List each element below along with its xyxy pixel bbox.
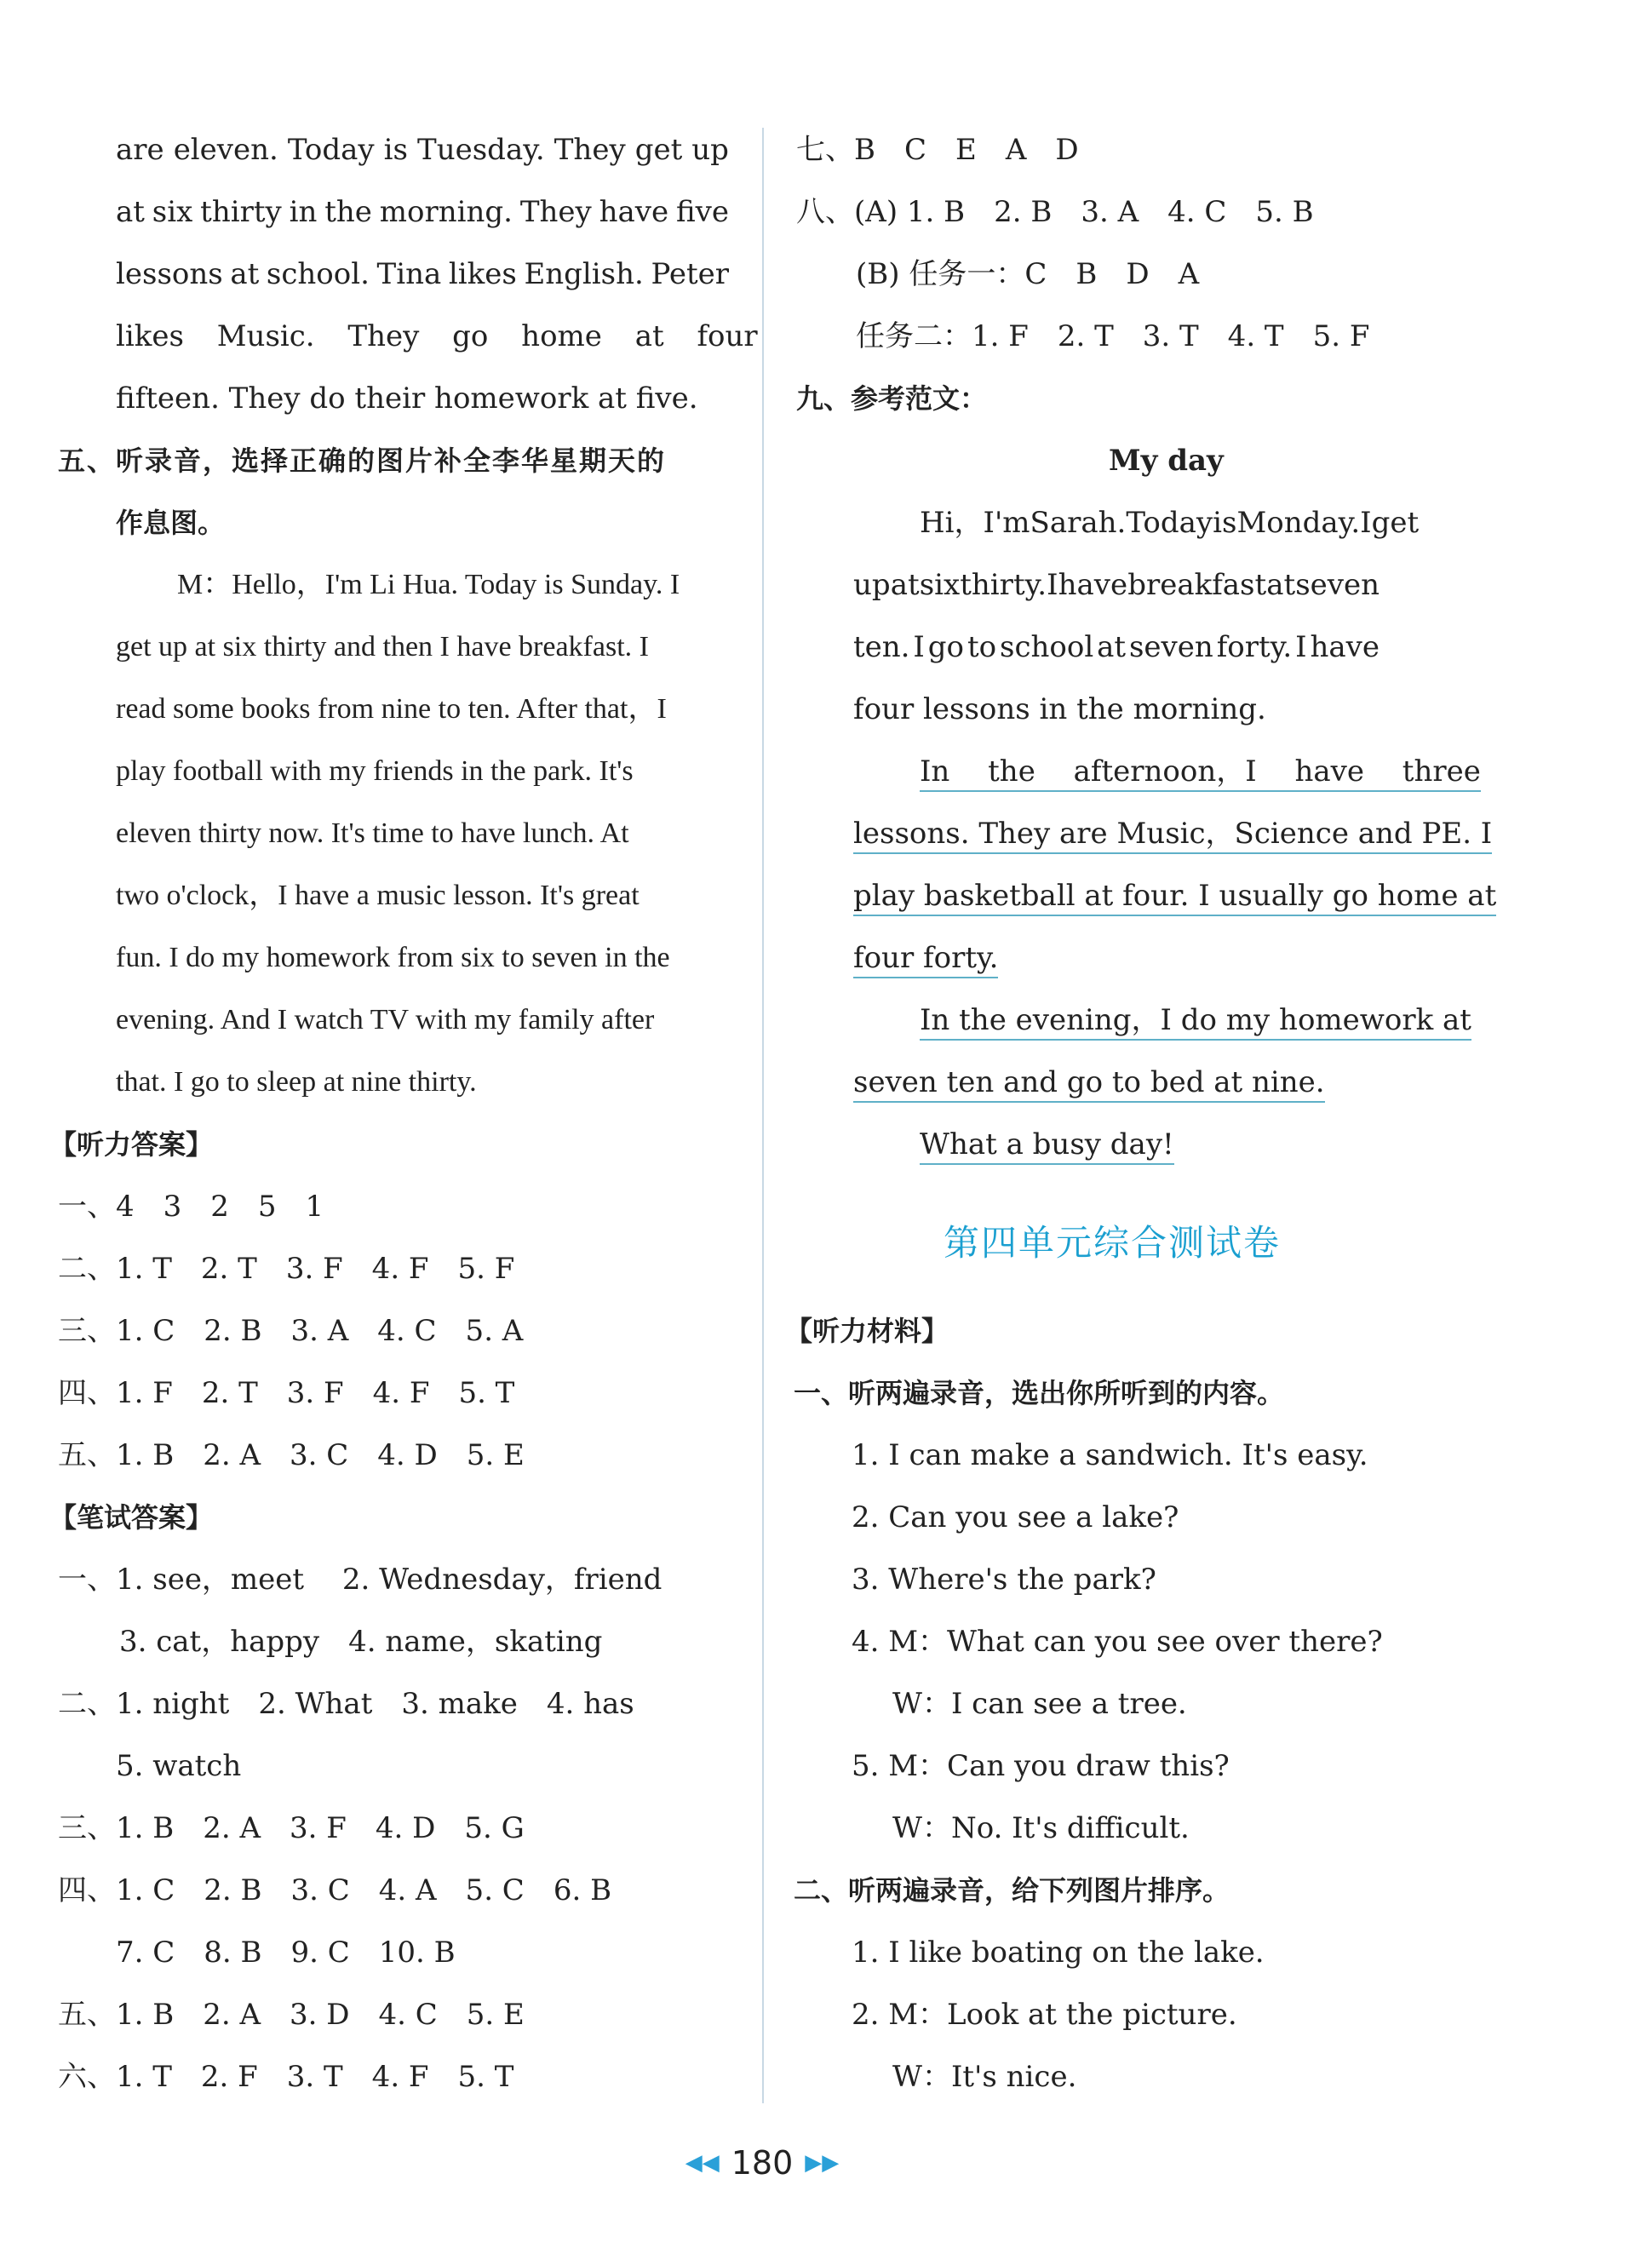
story-line: are eleven. Today is Tuesday. They get up	[116, 133, 729, 167]
page-number: 180	[731, 2144, 794, 2182]
listening-answer-row: 五、1. B 2. A 3. C 4. D 5. E	[58, 1438, 525, 1472]
essay-text: What a busy day!	[920, 1127, 1174, 1165]
answer-row: (B) 任务一：C B D A	[856, 257, 1200, 291]
page-footer	[664, 2142, 860, 2184]
listening-answer-row: 三、1. C 2. B 3. A 4. C 5. A	[58, 1314, 524, 1348]
section5-heading-cont: 作息图。	[116, 507, 226, 539]
story-line: fifteen. They do their homework at five.	[116, 381, 698, 416]
listening-answer-row: 四、1. F 2. T 3. F 4. F 5. T	[58, 1376, 515, 1410]
essay-line: up at six thirty. I have breakfast at seven	[853, 568, 1380, 602]
essay-line-underlined	[853, 1064, 1325, 1101]
answer-row: 八、(A) 1. B 2. B 3. A 4. C 5. B	[796, 195, 1314, 229]
essay-text: play basketball at four. I usually go home at	[853, 879, 1496, 916]
essay-line-underlined	[853, 939, 998, 977]
essay-text: In the afternoon，I have three	[920, 754, 1481, 792]
written-answer-row: 一、1. see，meet 2. Wednesday，friend	[58, 1563, 663, 1597]
section5-line: evening. And I watch TV with my family after	[116, 1004, 655, 1035]
section2-item: W：It's nice.	[892, 2060, 1077, 2094]
unit-title: 第四单元综合测试卷	[944, 1222, 1282, 1264]
section1-item: W：I can see a tree.	[892, 1687, 1187, 1721]
written-answer-row: 7. C 8. B 9. C 10. B	[116, 1936, 456, 1970]
written-answer-row: 二、1. night 2. What 3. make 4. has	[58, 1687, 634, 1721]
section5-line: eleven thirty now. It's time to have lunch. At	[116, 817, 629, 849]
written-answer-row: 3. cat，happy 4. name，skating	[119, 1625, 603, 1659]
section2-item: 2. M：Look at the picture.	[852, 1998, 1237, 2032]
written-answer-row: 四、1. C 2. B 3. C 4. A 5. C 6. B	[58, 1873, 612, 1907]
listening-material-heading: 【听力材料】	[785, 1315, 949, 1347]
written-answer-row: 三、1. B 2. A 3. F 4. D 5. G	[58, 1811, 525, 1845]
written-answer-row: 五、1. B 2. A 3. D 4. C 5. E	[58, 1998, 525, 2032]
essay-line: Hi，I'm Sarah. Today is Monday. I get	[920, 506, 1420, 540]
section5-line: read some books from nine to ten. After that，I	[116, 693, 667, 725]
section1-heading: 一、听两遍录音，选出你所听到的内容。	[794, 1377, 1285, 1409]
listening-answer-row: 一、4 3 2 5 1	[58, 1190, 324, 1224]
essay-text: lessons. They are Music，Science and PE. I	[853, 817, 1492, 854]
section5-line: get up at six thirty and then I have breakfast. I	[116, 631, 649, 662]
essay-line-underlined	[853, 815, 1492, 852]
section1-item: 1. I can make a sandwich. It's easy.	[852, 1438, 1368, 1472]
column-divider	[762, 128, 764, 2103]
essay-line-underlined	[920, 753, 1481, 790]
written-answers-heading: 【笔试答案】	[49, 1501, 214, 1534]
written-answer-row: 5. watch	[116, 1749, 242, 1783]
story-line: at six thirty in the morning. They have five	[116, 195, 729, 229]
section5-heading: 五、听录音，选择正确的图片补全李华星期天的	[58, 444, 667, 477]
section5-line: that. I go to sleep at nine thirty.	[116, 1066, 477, 1098]
listening-answers-heading: 【听力答案】	[49, 1128, 214, 1161]
section1-item: 5. M：Can you draw this?	[852, 1749, 1230, 1783]
essay-line-underlined	[853, 877, 1496, 915]
sample-essay-heading: 九、参考范文：	[796, 382, 988, 415]
answer-row: 七、B C E A D	[796, 133, 1079, 167]
listening-answer-row: 二、1. T 2. T 3. F 4. F 5. F	[58, 1252, 515, 1286]
section5-line: M：Hello，I'm Li Hua. Today is Sunday. I	[177, 569, 680, 600]
essay-text: seven ten and go to bed at nine.	[853, 1065, 1325, 1103]
section1-item: 2. Can you see a lake?	[852, 1500, 1179, 1534]
story-line: lessons at school. Tina likes English. Peter	[116, 257, 729, 291]
section5-line: two o'clock，I have a music lesson. It's great	[116, 880, 640, 911]
essay-text: four forty.	[853, 941, 998, 978]
essay-text: In the evening，I do my homework at	[920, 1003, 1471, 1041]
section1-item: 4. M：What can you see over there?	[852, 1625, 1383, 1659]
previous-page-icon[interactable]: ◀◀	[685, 2150, 720, 2176]
essay-line-underlined	[920, 1001, 1471, 1039]
answer-row: 任务二：1. F 2. T 3. T 4. T 5. F	[856, 319, 1370, 353]
essay-line: ten. I go to school at seven forty. I have	[853, 630, 1380, 664]
section5-line: fun. I do my homework from six to seven in the	[116, 942, 670, 973]
essay-title: My day	[1109, 444, 1224, 478]
section1-item: W：No. It's difficult.	[892, 1811, 1190, 1845]
next-page-icon[interactable]: ▶▶	[805, 2150, 840, 2176]
essay-line-underlined	[920, 1126, 1174, 1163]
section2-item: 1. I like boating on the lake.	[852, 1936, 1265, 1970]
story-line: likes Music. They go home at four	[116, 319, 758, 353]
section2-heading: 二、听两遍录音，给下列图片排序。	[794, 1874, 1230, 1907]
section5-line: play football with my friends in the park. It's	[116, 755, 634, 787]
essay-line: four lessons in the morning.	[853, 692, 1266, 726]
section1-item: 3. Where's the park?	[852, 1563, 1156, 1597]
written-answer-row: 六、1. T 2. F 3. T 4. F 5. T	[58, 2060, 514, 2094]
